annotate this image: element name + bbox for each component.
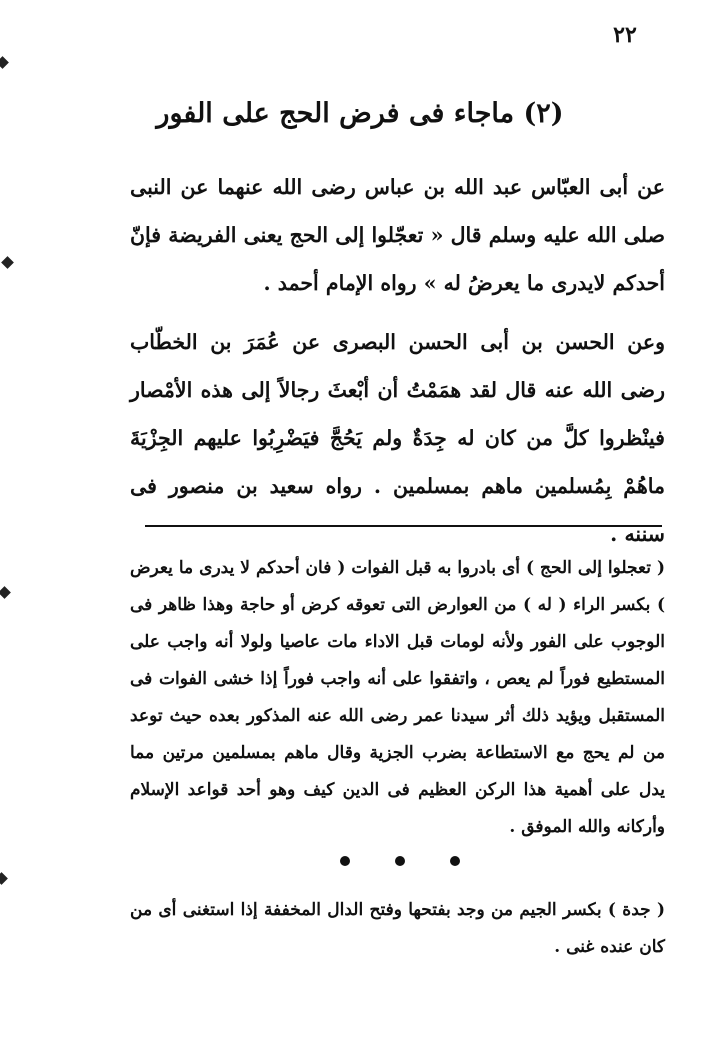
page-number: ٢٢ bbox=[613, 22, 637, 48]
hadith-paragraph-1: عن أبى العبّاس عبد الله بن عباس رضى الله عنهما عن النبى صلى الله عليه وسلم قال « تعجّلوا إلى الحج يعنى الفريضة فإنّ أحدكم لايدرى ما يعرضُ له » رواه الإمام أحمد . bbox=[130, 175, 665, 295]
section-separator bbox=[340, 856, 460, 866]
margin-mark-icon bbox=[0, 586, 11, 599]
separator-dot-icon bbox=[395, 856, 405, 866]
commentary-note-1: ( تعجلوا إلى الحج ) أى بادروا به قبل الفوات ( فان أحدكم لا يدرى ما يعرض ) بكسر الراء ( له ) من العوارض التى تعوقه كرض أو حاجة وهذا ظاهر فى الوجوب على الفور ولأنه لومات قبل الاداء مات عاصيا ولولا أنه واجب على المستطيع فوراً لم يعص ، واتفقوا على أنه واجب فوراً إذا خشى الفوات فى المستقبل ويؤيد ذلك أثر سيدنا عمر رضى الله عنه المذكور بعده حيث توعد من لم يحج مع الاستطاعة بضرب الجزية وقال ماهم بمسلمين مرتين مما يدل على أهمية هذا الركن العظيم فى الدين كيف وهو أحد قواعد الإسلام وأركانه والله الموفق . bbox=[130, 558, 665, 837]
margin-mark-icon bbox=[1, 256, 14, 269]
chapter-title: (٢) ماجاء فى فرض الحج على الفور bbox=[156, 98, 564, 129]
separator-dot-icon bbox=[340, 856, 350, 866]
separator-dot-icon bbox=[450, 856, 460, 866]
commentary-note-2: ( جدة ) بكسر الجيم من وجد بفتحها وفتح الدال المخففة إذا استغنى أى من كان عنده غنى . bbox=[130, 900, 665, 957]
margin-mark-icon bbox=[0, 872, 8, 885]
margin-mark-icon bbox=[0, 56, 9, 69]
hadith-paragraph-2: وعن الحسن بن أبى الحسن البصرى عن عُمَرَ بن الخطّاب رضى الله عنه قال لقد همَمْتُ أن أبْعثَ رجالاً إلى هذه الأمْصار فينْظروا كلَّ من كان له جِدَةٌ ولم يَحُجَّ فيَضْرِبُوا عليهم الجِزْيَةَ ماهُمْ بِمُسلمين ماهم بمسلمين . رواه سعيد بن منصور فى سننه . bbox=[130, 330, 665, 546]
footnote-divider bbox=[145, 525, 662, 527]
